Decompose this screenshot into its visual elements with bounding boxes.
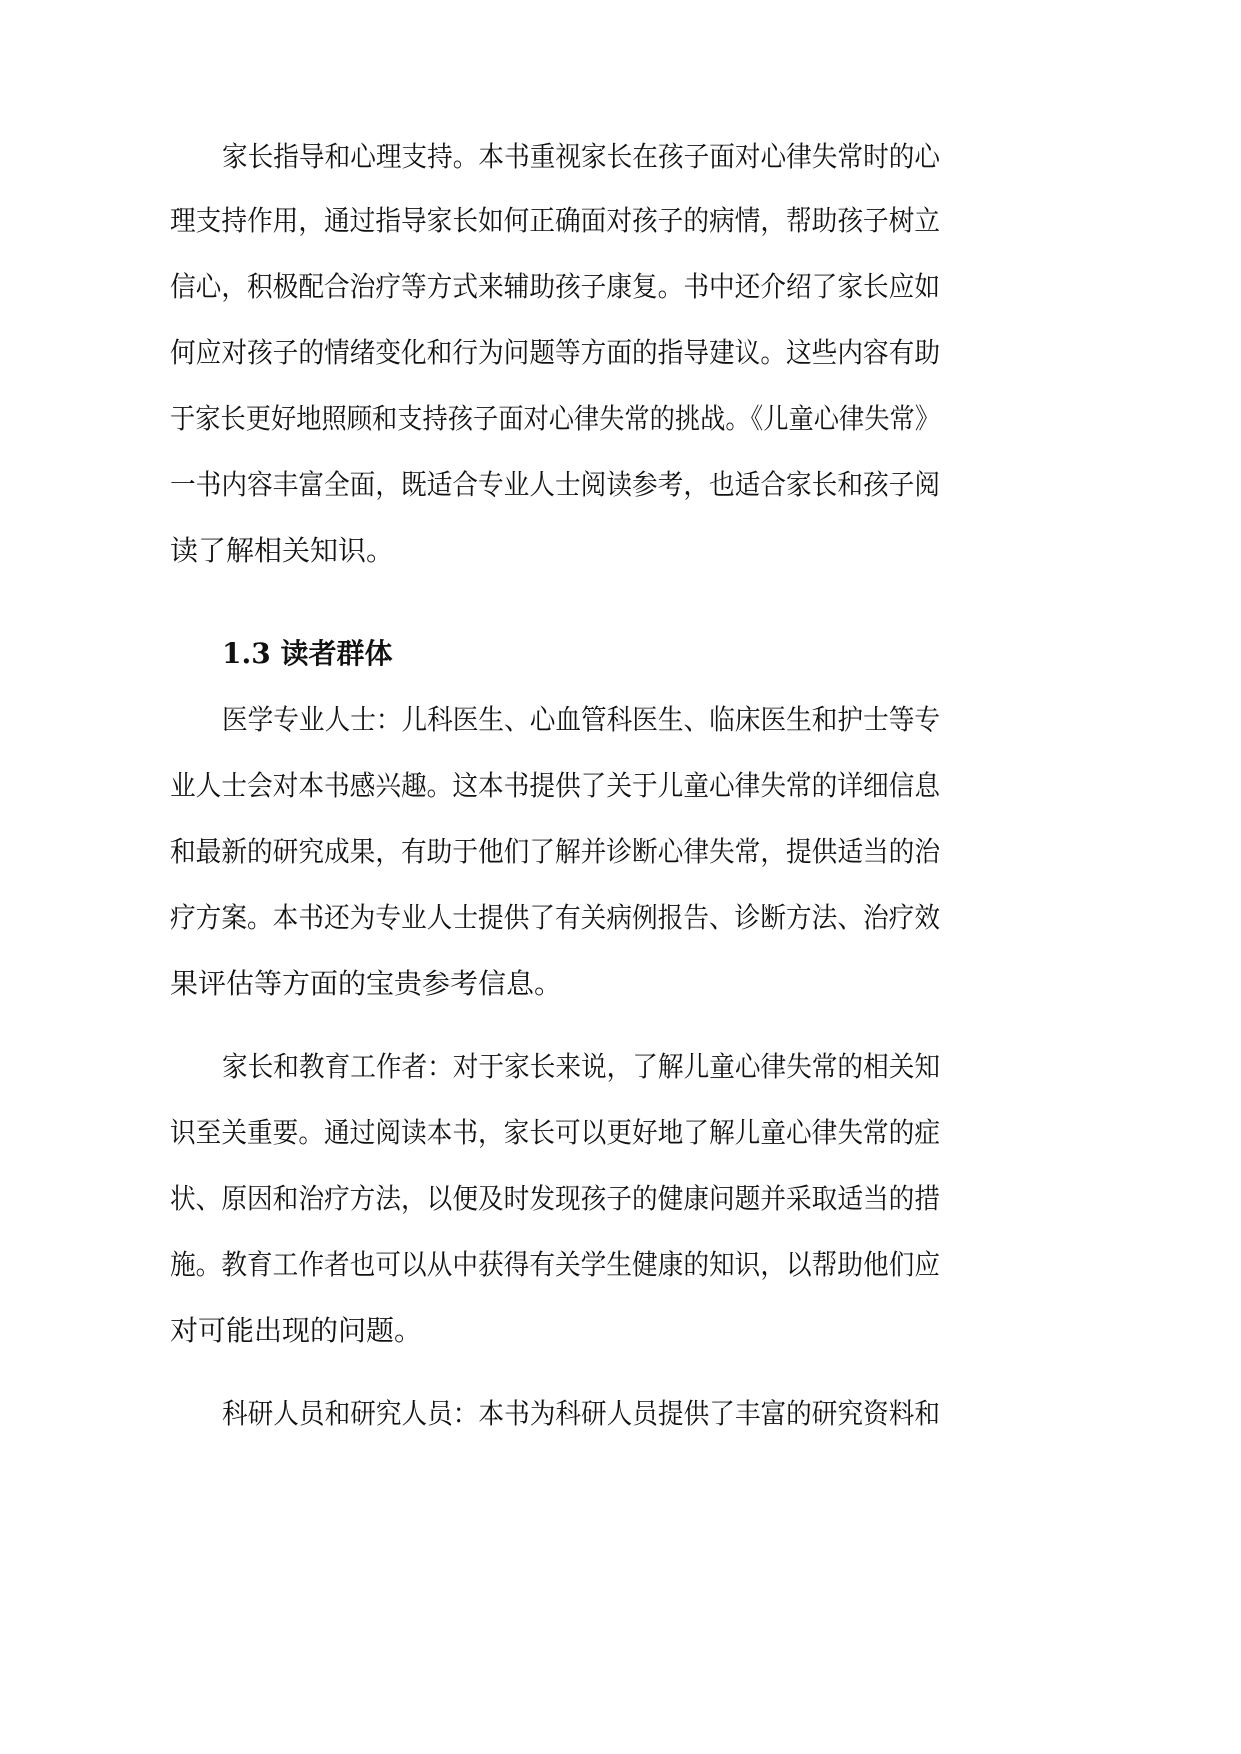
paragraph-medical-professionals-line-2 [0,756,1241,816]
paragraph-parent-guidance-line-2 [0,191,1241,251]
paragraph-medical-professionals-line-3 [0,822,1241,882]
text-line: 和最新的研究成果，有助于他们了解并诊断心律失常，提供适当的治 [170,835,941,868]
paragraph-parent-guidance-line-1 [0,127,1241,187]
paragraph-medical-professionals-line-4 [0,888,1241,948]
paragraph-parent-guidance-line-6 [0,455,1241,515]
paragraph-parents-educators-line-3 [0,1169,1241,1229]
paragraph-parent-guidance-line-4 [0,323,1241,383]
text-line: 读了解相关知识。 [170,534,395,567]
text-line: 于家长更好地照顾和支持孩子面对心律失常的挑战。《儿童心律失常》 [170,402,941,435]
text-line: 施。教育工作者也可以从中获得有关学生健康的知识，以帮助他们应 [170,1248,941,1281]
paragraph-parents-educators-line-4 [0,1235,1241,1295]
section-heading-1-3 [0,624,1241,684]
text-line: 理支持作用，通过指导家长如何正确面对孩子的病情，帮助孩子树立 [170,204,941,237]
text-line: 科研人员和研究人员：本书为科研人员提供了丰富的研究资料和 [222,1397,941,1430]
text-line: 业人士会对本书感兴趣。这本书提供了关于儿童心律失常的详细信息 [170,769,941,802]
paragraph-parent-guidance-line-3 [0,257,1241,317]
paragraph-parent-guidance-line-7 [0,521,1241,581]
text-line: 信心，积极配合治疗等方式来辅助孩子康复。书中还介绍了家长应如 [170,270,941,303]
text-line: 疗方案。本书还为专业人士提供了有关病例报告、诊断方法、治疗效 [170,901,941,934]
text-line: 果评估等方面的宝贵参考信息。 [170,967,563,1000]
text-line: 识至关重要。通过阅读本书，家长可以更好地了解儿童心律失常的症 [170,1116,941,1149]
text-line: 家长指导和心理支持。本书重视家长在孩子面对心律失常时的心 [222,140,941,173]
text-line: 何应对孩子的情绪变化和行为问题等方面的指导建议。这些内容有助 [170,336,941,369]
paragraph-medical-professionals-line-5 [0,954,1241,1014]
text-line: 对可能出现的问题。 [170,1314,423,1347]
paragraph-parents-educators-line-2 [0,1103,1241,1163]
text-line: 医学专业人士：儿科医生、心血管科医生、临床医生和护士等专 [222,703,941,736]
paragraph-parents-educators-line-5 [0,1301,1241,1361]
text-line: 一书内容丰富全面，既适合专业人士阅读参考，也适合家长和孩子阅 [170,468,941,501]
paragraph-parent-guidance-line-5 [0,389,1241,449]
paragraph-medical-professionals-line-1 [0,690,1241,750]
paragraph-parents-educators-line-1 [0,1037,1241,1097]
section-heading-text: 1.3 读者群体 [222,637,393,670]
paragraph-researchers-line-1 [0,1384,1241,1444]
text-line: 状、原因和治疗方法，以便及时发现孩子的健康问题并采取适当的措 [170,1182,941,1215]
text-line: 家长和教育工作者：对于家长来说，了解儿童心律失常的相关知 [222,1050,941,1083]
